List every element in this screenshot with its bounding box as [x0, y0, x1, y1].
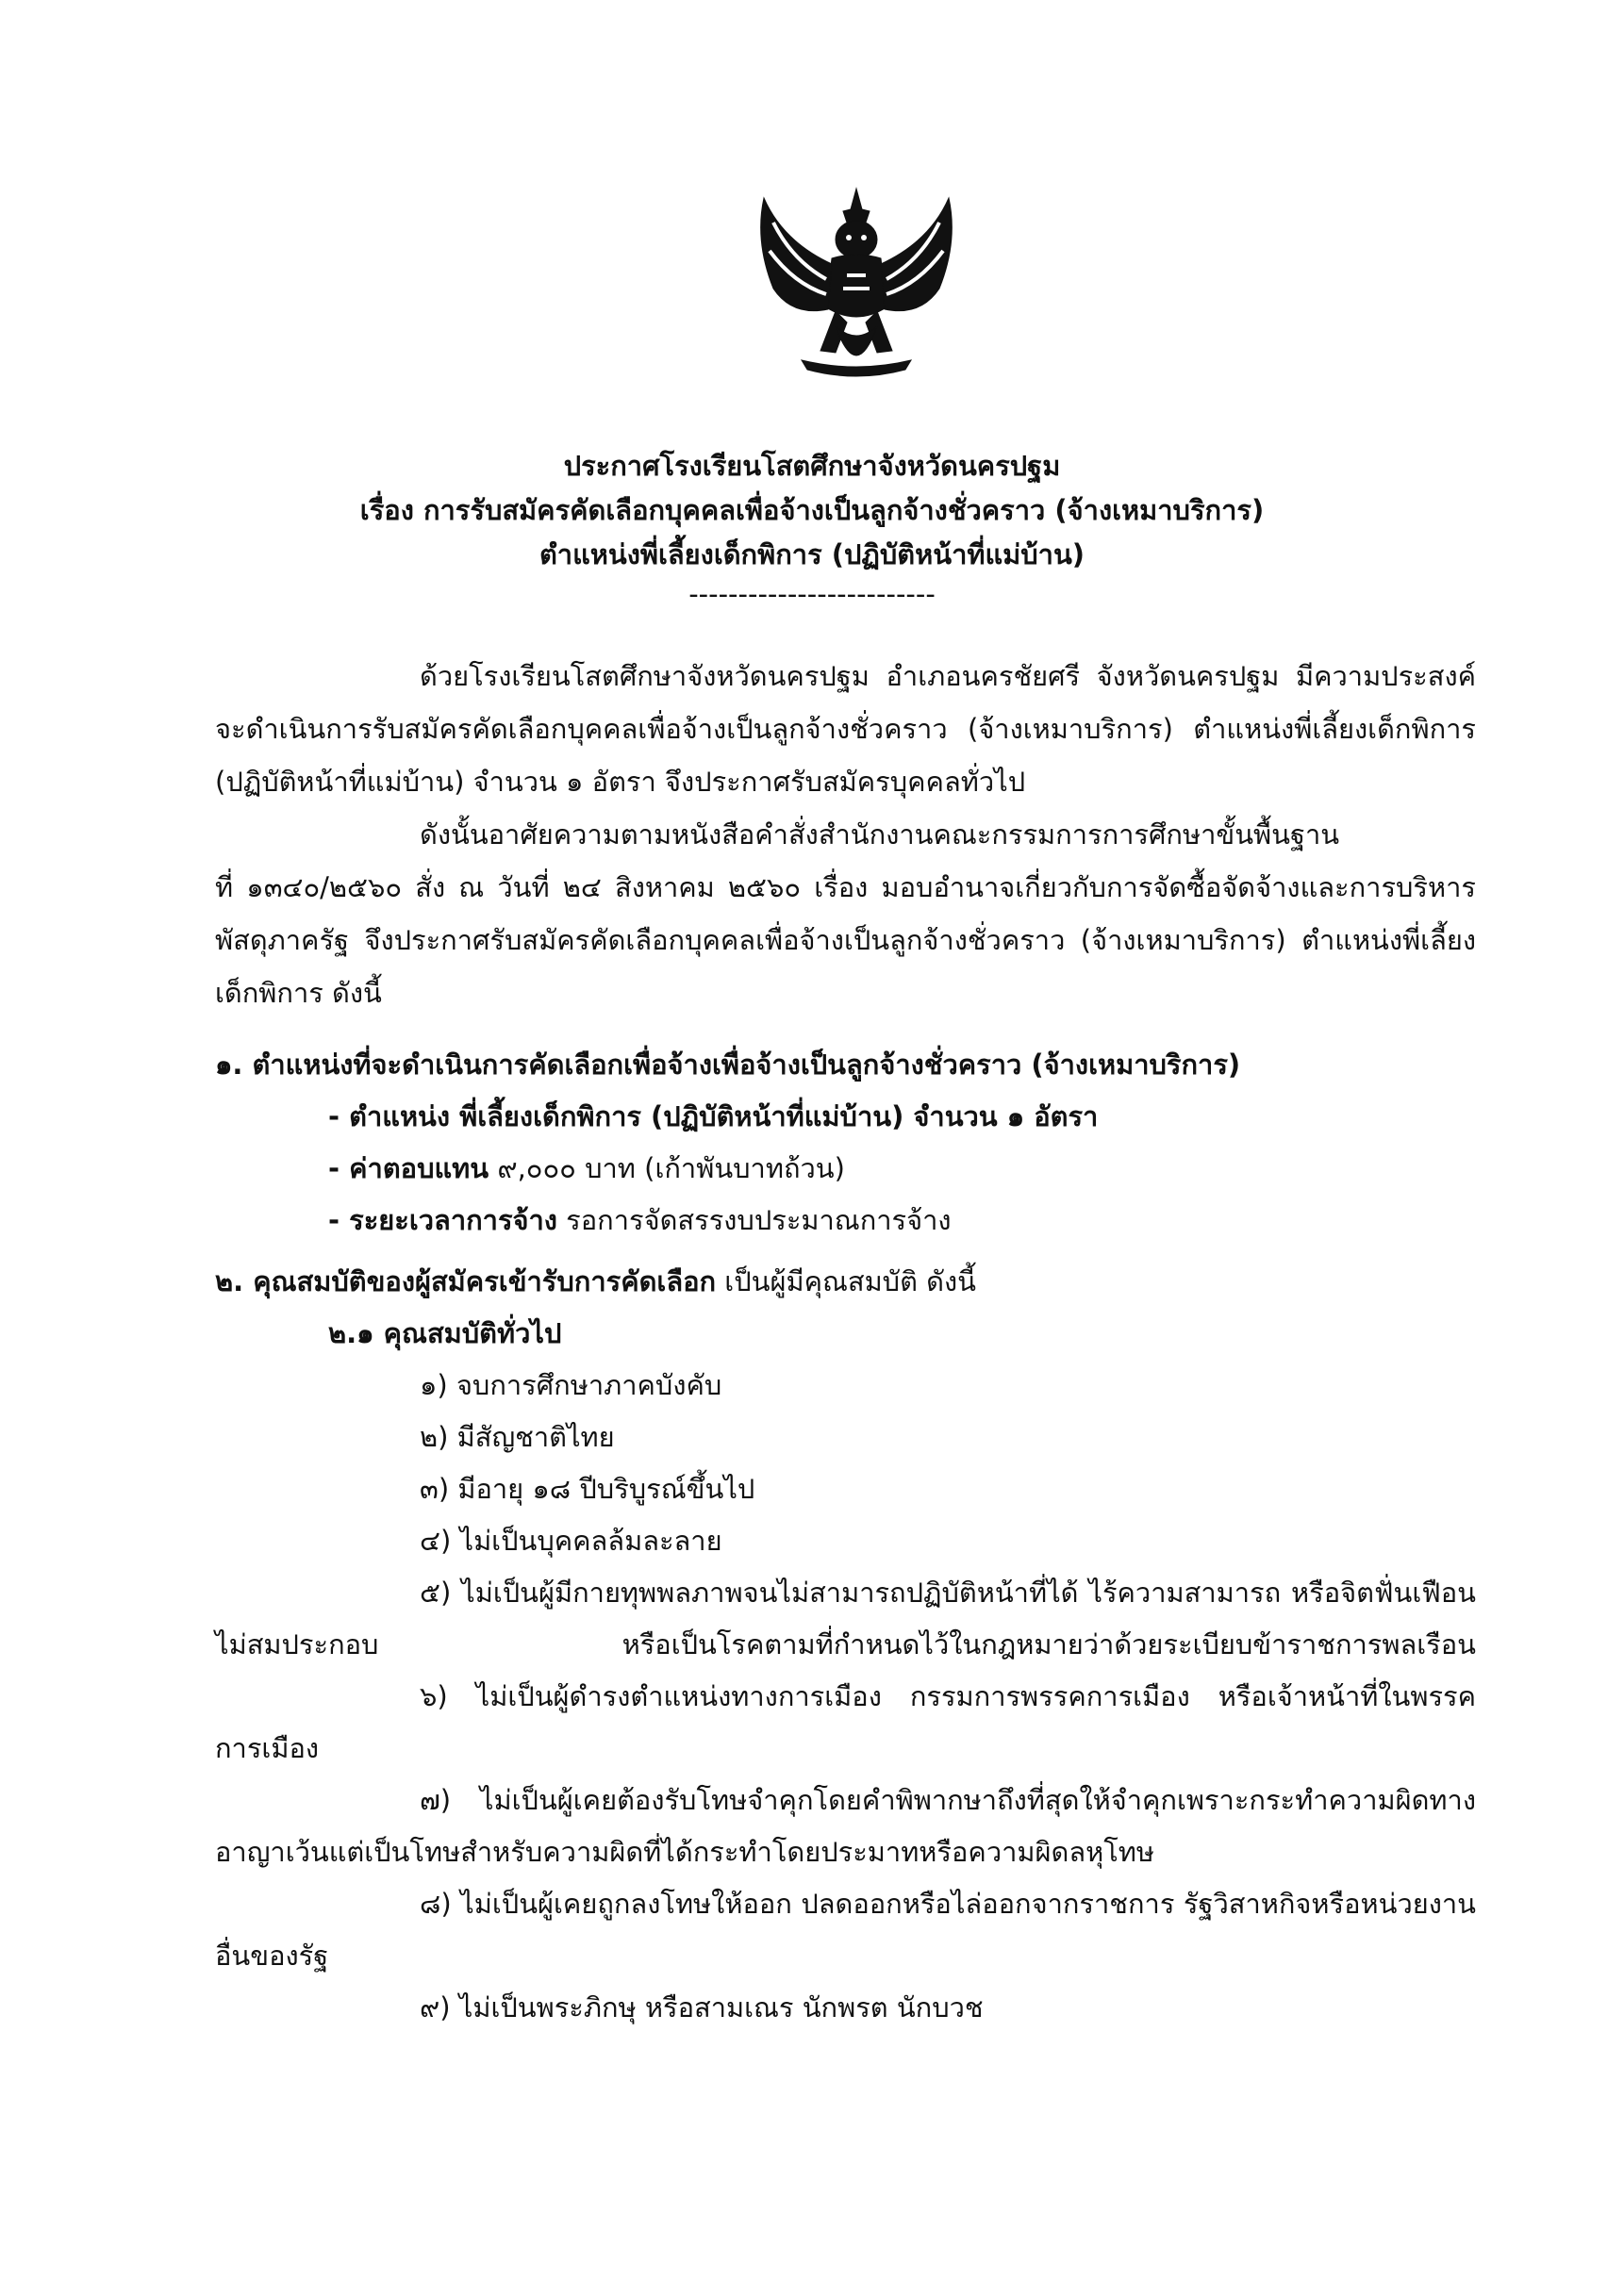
section2-heading [215, 1263, 976, 1300]
intro-p2-line-4: เด็กพิการ ดังนี้ [215, 977, 382, 1009]
section2-sub-heading: ๒.๑ คุณสมบัติทั่วไป [328, 1317, 562, 1349]
qualification-5-line-2: ไม่สมประกอบ หรือเป็นโรคตามที่กำหนดไว้ในกฎหมายว่าด้วยระเบียบข้าราชการพลเรือน [215, 1628, 1476, 1660]
qualification-6-line-1: ๖) ไม่เป็นผู้ดำรงตำแหน่งทางการเมือง กรรมการพรรคการเมือง หรือเจ้าหน้าที่ในพรรค [420, 1680, 1476, 1712]
section1-heading: ๑. ตำแหน่งที่จะดำเนินการคัดเลือกเพื่อจ้างเพื่อจ้างเป็นลูกจ้างชั่วคราว (จ้างเหมาบริการ) [215, 1049, 1241, 1081]
qualification-9: ๙) ไม่เป็นพระภิกษุ หรือสามเณร นักพรต นักบวช [420, 1991, 984, 2023]
garuda-emblem-icon [745, 185, 968, 385]
intro-p2-line-3: พัสดุภาครัฐ จึงประกาศรับสมัครคัดเลือกบุคคลเพื่อจ้างเป็นลูกจ้างชั่วคราว (จ้างเหมาบริการ) ตำแหน่งพี่เลี้ยง [215, 924, 1476, 956]
document-title: ประกาศโรงเรียนโสตศึกษาจังหวัดนครปฐม [563, 450, 1061, 482]
qualification-7-line-2: อาญาเว้นแต่เป็นโทษสำหรับความผิดที่ได้กระทำโดยประมาทหรือความผิดลหุโทษ [215, 1836, 1155, 1868]
qualification-5-line-1: ๕) ไม่เป็นผู้มีกายทุพพลภาพจนไม่สามารถปฏิบัติหน้าที่ได้ ไร้ความสามารถ หรือจิตฟั่นเฟือน [420, 1577, 1476, 1609]
document-position: ตำแหน่งพี่เลี้ยงเด็กพิการ (ปฏิบัติหน้าที่แม่บ้าน) [539, 538, 1085, 570]
section1-period [328, 1201, 952, 1239]
header-divider: ------------------------- [688, 578, 936, 610]
pay-label: - ค่าตอบแทน [328, 1152, 489, 1184]
qualification-1: ๑) จบการศึกษาภาคบังคับ [420, 1369, 722, 1401]
period-label: - ระยะเวลาการจ้าง [328, 1204, 557, 1236]
qualification-3: ๓) มีอายุ ๑๘ ปีบริบูรณ์ขึ้นไป [420, 1473, 755, 1505]
section2-heading-rest: เป็นผู้มีคุณสมบัติ ดังนี้ [716, 1265, 976, 1297]
qualification-6-line-2: การเมือง [215, 1732, 320, 1764]
intro-p2-line-1: ดังนั้นอาศัยความตามหนังสือคำสั่งสำนักงานคณะกรรมการการศึกษาขั้นพื้นฐาน [420, 818, 1340, 851]
qualification-4: ๔) ไม่เป็นบุคคลล้มละลาย [420, 1525, 722, 1557]
intro-p1-line-2: จะดำเนินการรับสมัครคัดเลือกบุคคลเพื่อจ้างเป็นลูกจ้างชั่วคราว (จ้างเหมาบริการ) ตำแหน่งพี่เลี้ยงเด็กพิการ [215, 713, 1476, 745]
document-subject: เรื่อง การรับสมัครคัดเลือกบุคคลเพื่อจ้างเป็นลูกจ้างชั่วคราว (จ้างเหมาบริการ) [359, 494, 1265, 526]
intro-p1-line-3: (ปฏิบัติหน้าที่แม่บ้าน) จำนวน ๑ อัตรา จึงประกาศรับสมัครบุคคลทั่วไป [215, 766, 1026, 798]
qualification-2: ๒) มีสัญชาติไทย [420, 1421, 615, 1453]
intro-p2-line-2: ที่ ๑๓๔๐/๒๕๖๐ สั่ง ณ วันที่ ๒๔ สิงหาคม ๒๕๖๐ เรื่อง มอบอำนาจเกี่ยวกับการจัดซื้อจัดจ้างและการบริหาร [215, 871, 1476, 903]
pay-value: ๙,๐๐๐ บาท (เก้าพันบาทถ้วน) [489, 1152, 845, 1184]
qualification-8-line-2: อื่นของรัฐ [215, 1940, 329, 1972]
intro-p1-line-1: ด้วยโรงเรียนโสตศึกษาจังหวัดนครปฐม อำเภอนครชัยศรี จังหวัดนครปฐม มีความประสงค์ [420, 660, 1476, 692]
period-value: รอการจัดสรรงบประมาณการจ้าง [556, 1204, 952, 1236]
section1-pay [328, 1149, 845, 1187]
qualification-7-line-1: ๗) ไม่เป็นผู้เคยต้องรับโทษจำคุกโดยคำพิพากษาถึงที่สุดให้จำคุกเพราะกระทำความผิดทาง [420, 1784, 1476, 1816]
section2-heading-bold: ๒. คุณสมบัติของผู้สมัครเข้ารับการคัดเลือก [215, 1265, 717, 1297]
qualification-8-line-1: ๘) ไม่เป็นผู้เคยถูกลงโทษให้ออก ปลดออกหรือไล่ออกจากราชการ รัฐวิสาหกิจหรือหน่วยงาน [420, 1888, 1476, 1920]
section1-position: - ตำแหน่ง พี่เลี้ยงเด็กพิการ (ปฏิบัติหน้าที่แม่บ้าน) จำนวน ๑ อัตรา [328, 1100, 1099, 1132]
